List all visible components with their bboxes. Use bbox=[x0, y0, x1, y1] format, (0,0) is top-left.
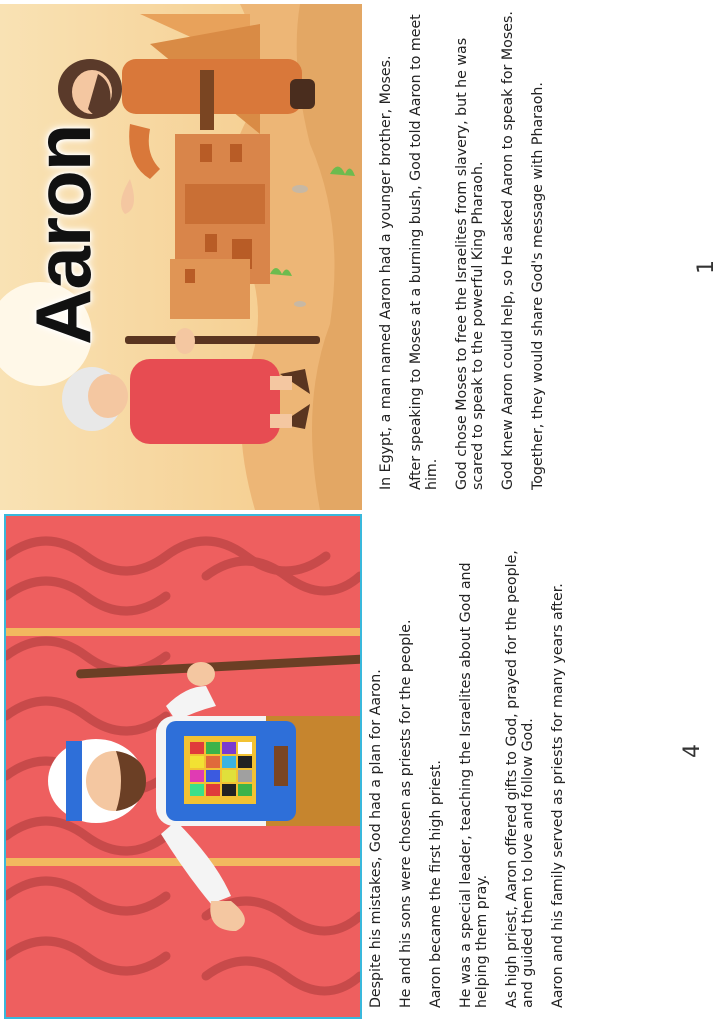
paragraph: He was a special leader, teaching the Israelites about God and helping them pray. bbox=[458, 562, 490, 1008]
paragraph: Together, they would share God's message with Pharaoh. bbox=[530, 82, 546, 490]
paragraph: God chose Moses to free the Israelites from slavery, but he was scared to speak to the powerful King Pharaoh. bbox=[454, 37, 486, 490]
paragraph: God knew Aaron could help, so He asked Aaron to speak for Moses. bbox=[500, 11, 516, 490]
paragraph: Aaron became the first high priest. bbox=[428, 760, 444, 1008]
page-4 bbox=[0, 512, 362, 1024]
page-number: 1 bbox=[694, 260, 719, 274]
page-4-text bbox=[368, 533, 580, 1008]
paragraph: In Egypt, a man named Aaron had a younger brother, Moses. bbox=[378, 55, 394, 490]
paragraph: After speaking to Moses at a burning bush, God told Aaron to meet him. bbox=[408, 14, 440, 490]
paragraph: Despite his mistakes, God had a plan for Aaron. bbox=[368, 669, 384, 1008]
paragraph: As high priest, Aaron offered gifts to God, prayed for the people, and guided them to love and follow God. bbox=[504, 550, 536, 1008]
paragraph: He and his sons were chosen as priests for the people. bbox=[398, 619, 414, 1008]
breastplate bbox=[184, 736, 256, 804]
curtain-scene-svg bbox=[6, 516, 360, 1017]
page-1-text bbox=[378, 10, 560, 490]
paragraph: Aaron and his family served as priests for many years after. bbox=[550, 583, 566, 1008]
high-priest-illustration bbox=[4, 514, 362, 1019]
page-number: 4 bbox=[680, 744, 705, 758]
story-title: Aaron bbox=[19, 124, 107, 345]
